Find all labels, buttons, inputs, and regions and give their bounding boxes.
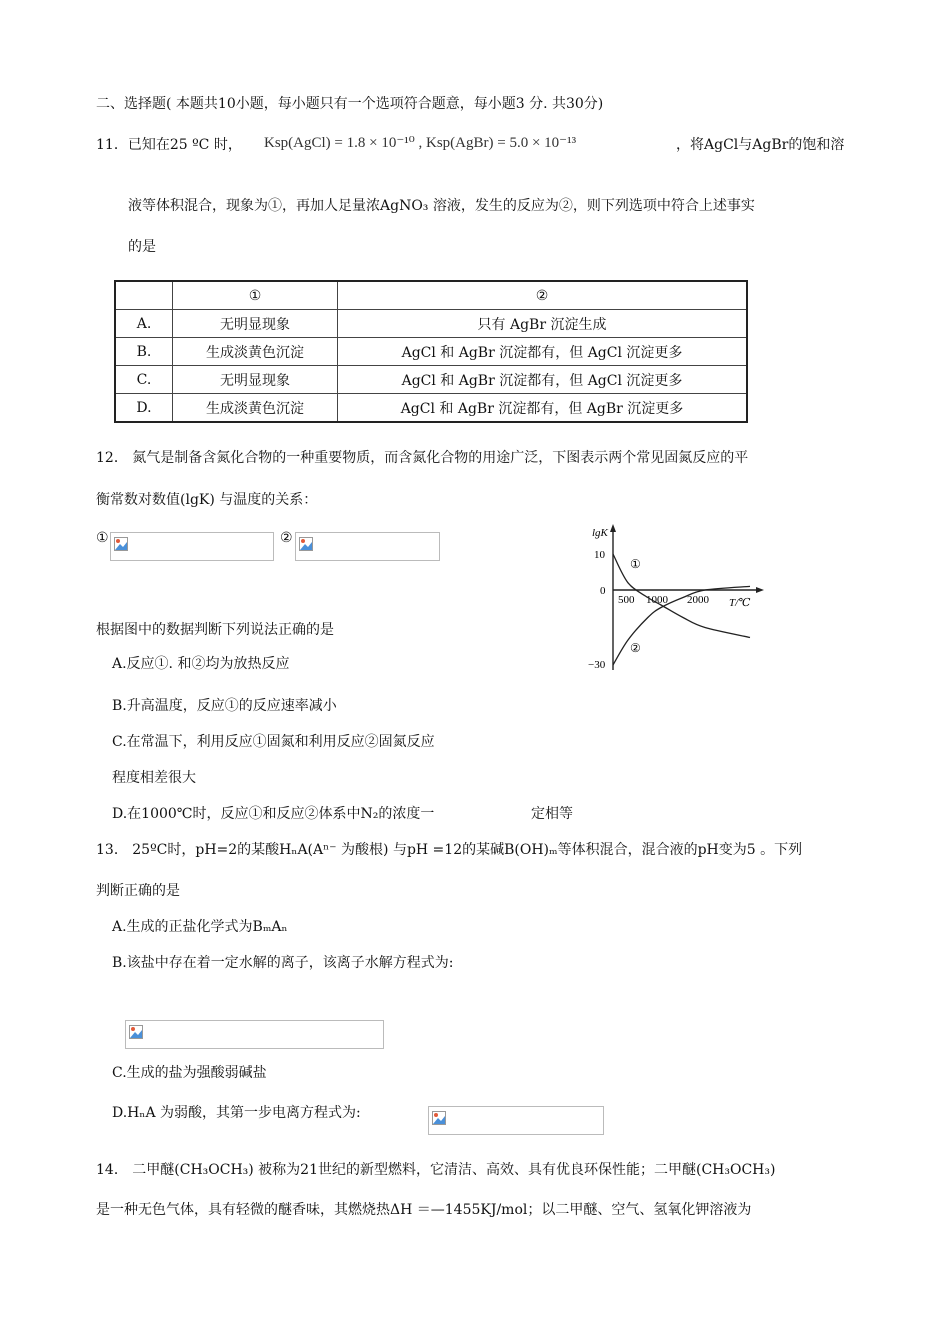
q11-stem-line3: 的是 xyxy=(128,239,156,255)
table-cell: 无明显现象 xyxy=(173,310,338,338)
broken-image-icon xyxy=(129,1025,143,1039)
table-row xyxy=(115,366,747,394)
table-cell: ① xyxy=(173,281,338,310)
y-axis-label: lgK xyxy=(592,527,608,539)
q12-option-a: A.反应①. 和②均为放热反应 xyxy=(112,656,290,672)
lgk-temperature-chart xyxy=(580,520,770,680)
x-tick-label: 2000 xyxy=(687,594,709,606)
q12-option-c-line1: C.在常温下，利用反应①固氮和利用反应②固氮反应 xyxy=(112,734,435,750)
y-tick-label: 0 xyxy=(600,585,606,597)
table-cell: 无明显现象 xyxy=(173,366,338,394)
table-cell: B. xyxy=(115,338,173,366)
table-cell: AgCl 和 AgBr 沉淀都有，但 AgCl 沉淀更多 xyxy=(338,338,748,366)
table-cell: AgCl 和 AgBr 沉淀都有，但 AgBr 沉淀更多 xyxy=(338,394,748,423)
broken-image-reaction1 xyxy=(110,532,274,561)
broken-image-icon xyxy=(114,537,128,551)
series-2-label: ② xyxy=(630,641,641,655)
q12-option-c-line2: 程度相差很大 xyxy=(112,770,196,786)
x-tick-label: 1000 xyxy=(646,594,668,606)
q12-stem-line2: 衡常数对数值(lgK) 与温度的关系： xyxy=(96,492,318,508)
q12-prompt: 根据图中的数据判断下列说法正确的是 xyxy=(96,622,334,638)
table-header-row xyxy=(115,281,747,310)
table-cell: ② xyxy=(338,281,748,310)
q12-reaction1-label: ① xyxy=(96,530,109,546)
q13-option-a: A.生成的正盐化学式为BₘAₙ xyxy=(112,919,288,935)
table-cell: D. xyxy=(115,394,173,423)
broken-image-icon xyxy=(432,1111,446,1125)
table-cell xyxy=(115,281,173,310)
broken-image-hydrolysis-equation xyxy=(125,1020,384,1049)
q12-option-d-line1: D.在1000℃时，反应①和反应②体系中N₂的浓度一 xyxy=(112,806,435,822)
q11-ksp-formula: Ksp(AgCl) = 1.8 × 10⁻¹⁰ , Ksp(AgBr) = 5.0 × 10⁻¹³ xyxy=(264,135,577,151)
table-row xyxy=(115,338,747,366)
x-axis-label: T/℃ xyxy=(729,597,751,609)
table-row xyxy=(115,394,747,423)
q12-option-b: B.升高温度，反应①的反应速率减小 xyxy=(112,698,337,714)
q12-reaction2-label: ② xyxy=(280,530,293,546)
x-tick-label: 500 xyxy=(618,594,635,606)
y-axis-arrow xyxy=(610,524,616,532)
table-cell: 生成淡黄色沉淀 xyxy=(173,394,338,423)
section-header: 二、选择题( 本题共10小题，每小题只有一个选项符合题意，每小题3 分. 共30分) xyxy=(96,96,604,112)
q13-option-b: B.该盐中存在着一定水解的离子，该离子水解方程式为: xyxy=(112,955,454,971)
q11-stem-line2: 液等体积混合，现象为①，再加人足量浓AgNO₃ 溶液，发生的反应为②，则下列选项中符合上述事实 xyxy=(128,198,755,214)
broken-image-reaction2 xyxy=(295,532,440,561)
table-cell: A. xyxy=(115,310,173,338)
q13-option-c: C.生成的盐为强酸弱碱盐 xyxy=(112,1065,267,1081)
table-cell: 生成淡黄色沉淀 xyxy=(173,338,338,366)
q12-option-d-line2: 定相等 xyxy=(531,806,573,822)
table-row xyxy=(115,310,747,338)
q11-stem-prefix: 11．已知在25 ºC 时， xyxy=(96,137,242,153)
table-cell: 只有 AgBr 沉淀生成 xyxy=(338,310,748,338)
q13-stem-line2: 判断正确的是 xyxy=(96,883,180,899)
q13-stem-line1: 13． 25ºC时，pH=2的某酸HₙA(Aⁿ⁻ 为酸根) 与pH =12的某碱B(OH)ₘ等体积混合，混合液的pH变为5 。下列 xyxy=(96,842,803,858)
broken-image-icon xyxy=(299,537,313,551)
y-tick-label: 10 xyxy=(594,549,605,561)
q14-stem-line2: 是一种无色气体，具有轻微的醚香味，其燃烧热ΔH ＝—1455KJ/mol；以二甲醚、空气、氢氧化钾溶液为 xyxy=(96,1202,752,1218)
table-cell: AgCl 和 AgBr 沉淀都有，但 AgCl 沉淀更多 xyxy=(338,366,748,394)
q11-options-table xyxy=(114,280,748,423)
x-axis-arrow xyxy=(756,587,764,593)
q14-stem-line1: 14． 二甲醚(CH₃OCH₃) 被称为21世纪的新型燃料，它清洁、高效、具有优良环保性能；二甲醚(CH₃OCH₃) xyxy=(96,1162,776,1178)
q11-stem-suffix: ，将AgCl与AgBr的饱和溶 xyxy=(676,137,845,153)
table-cell: C. xyxy=(115,366,173,394)
broken-image-ionization-equation xyxy=(428,1106,604,1135)
series-1-label: ① xyxy=(630,557,641,571)
y-tick-label: −30 xyxy=(588,659,606,671)
q13-option-d: D.HₙA 为弱酸，其第一步电离方程式为: xyxy=(112,1105,361,1121)
q12-stem-line1: 12． 氮气是制备含氮化合物的一种重要物质，而含氮化合物的用途广泛，下图表示两个常见固氮反应的平 xyxy=(96,450,749,466)
